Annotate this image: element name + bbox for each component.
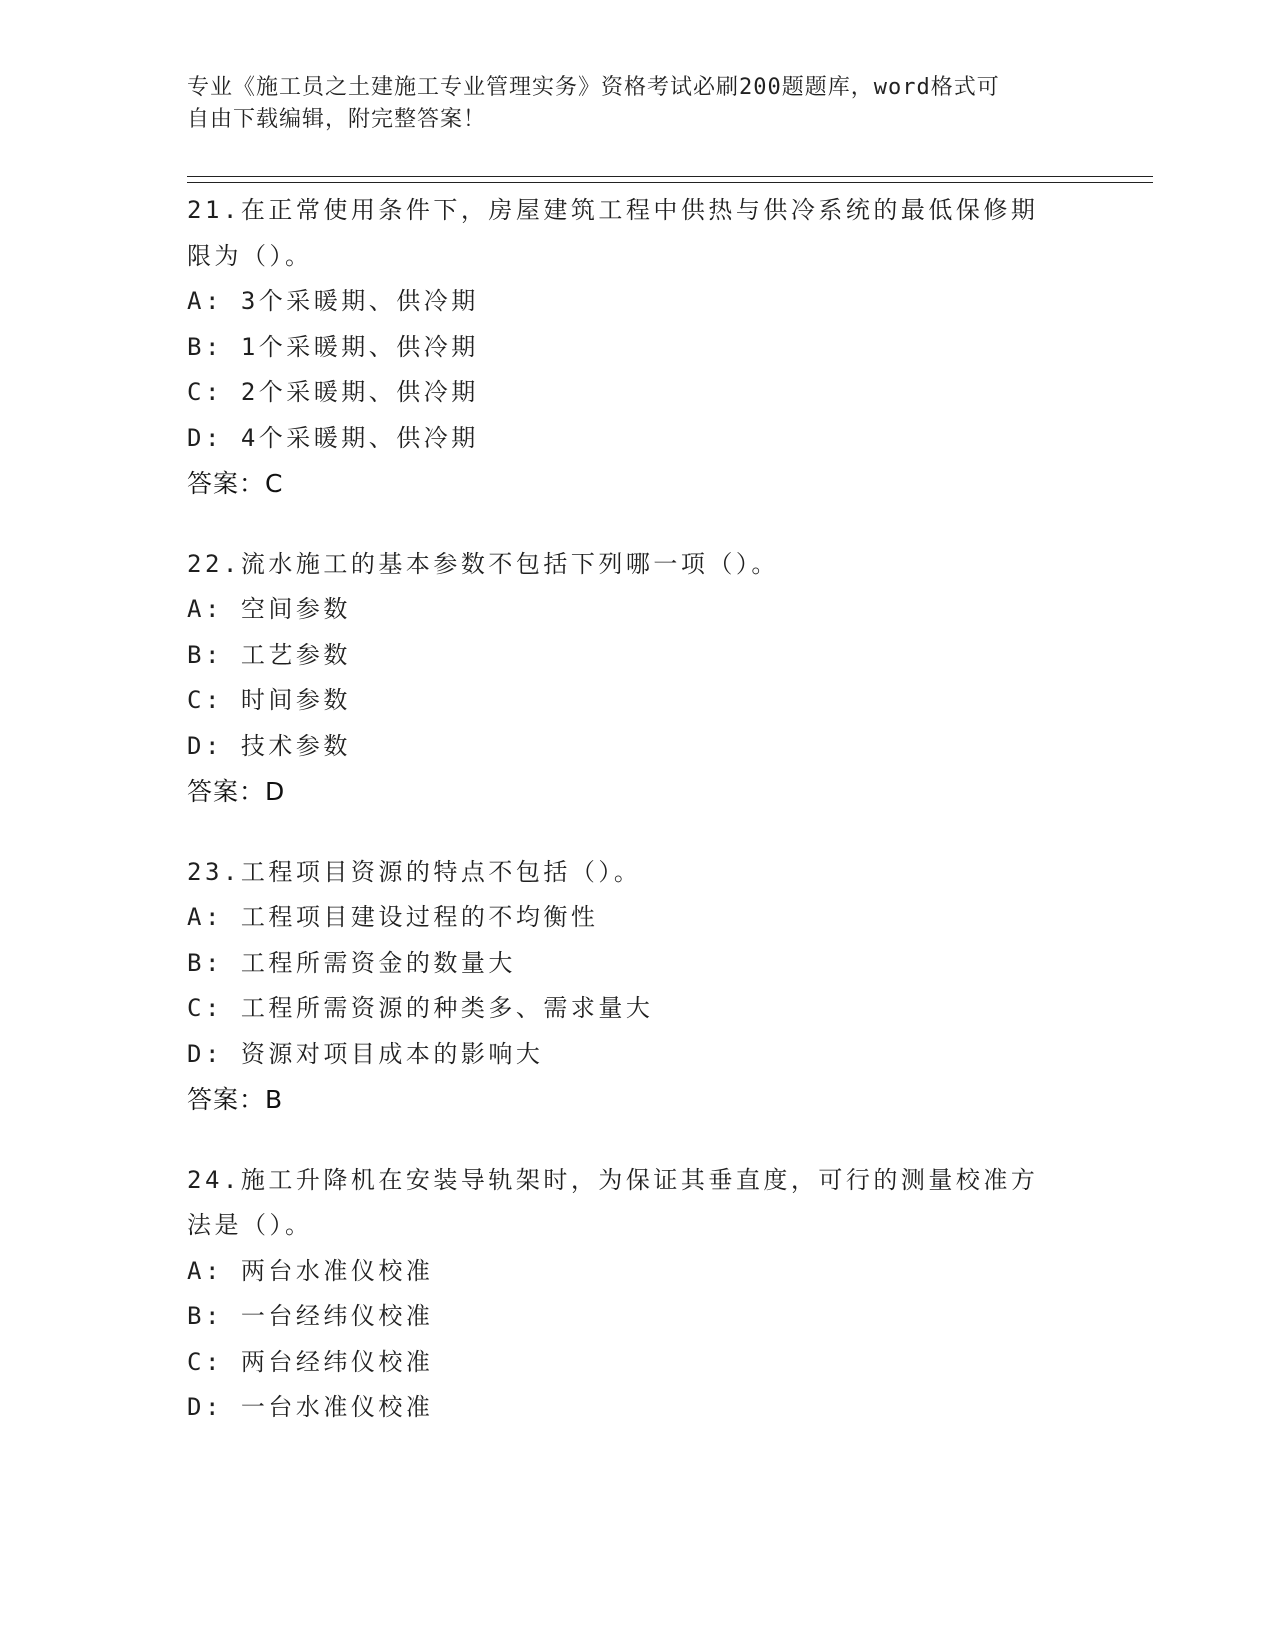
option-d: D: 一台水准仪校准 [187, 1393, 434, 1421]
option-d: D: 4个采暖期、供冷期 [187, 423, 479, 452]
answer: 答案：D [187, 777, 286, 806]
question-list [187, 188, 1087, 1466]
option-b: B: 1个采暖期、供冷期 [187, 332, 479, 361]
question-text: 23.工程项目资源的特点不包括（）。 [187, 857, 642, 886]
question-text: 21.在正常使用条件下，房屋建筑工程中供热与供冷系统的最低保修期 [187, 196, 1039, 224]
option-d: D: 资源对项目成本的影响大 [187, 1039, 544, 1068]
option-c: C: 工程所需资源的种类多、需求量大 [187, 994, 654, 1022]
option-a: A: 空间参数 [187, 595, 351, 623]
question-23 [187, 850, 1087, 1123]
option-b: B: 工艺参数 [187, 640, 351, 669]
option-a: A: 3个采暖期、供冷期 [187, 287, 479, 315]
question-24 [187, 1158, 1087, 1431]
document-header [187, 72, 1067, 136]
header-divider-top [187, 176, 1153, 177]
question-text: 法是（）。 [187, 1211, 313, 1239]
question-text: 限为（）。 [187, 241, 313, 270]
header-line-2: 自由下载编辑，附完整答案！ [187, 107, 487, 132]
question-21 [187, 188, 1087, 507]
answer: 答案：B [187, 1085, 284, 1114]
question-text: 22.流水施工的基本参数不包括下列哪一项（）。 [187, 549, 779, 578]
question-22 [187, 542, 1087, 815]
option-c: C: 两台经纬仪校准 [187, 1347, 434, 1376]
header-line-1: 专业《施工员之土建施工专业管理实务》资格考试必刷200题题库，word格式可 [187, 75, 1000, 100]
question-text: 24.施工升降机在安装导轨架时，为保证其垂直度，可行的测量校准方 [187, 1165, 1039, 1194]
option-b: B: 工程所需资金的数量大 [187, 948, 516, 977]
option-a: A: 工程项目建设过程的不均衡性 [187, 903, 599, 931]
option-c: C: 2个采暖期、供冷期 [187, 378, 479, 406]
option-d: D: 技术参数 [187, 731, 351, 760]
header-divider-bottom [187, 182, 1153, 183]
option-b: B: 一台经纬仪校准 [187, 1302, 434, 1330]
option-c: C: 时间参数 [187, 686, 351, 714]
option-a: A: 两台水准仪校准 [187, 1256, 434, 1285]
answer: 答案：C [187, 469, 284, 498]
